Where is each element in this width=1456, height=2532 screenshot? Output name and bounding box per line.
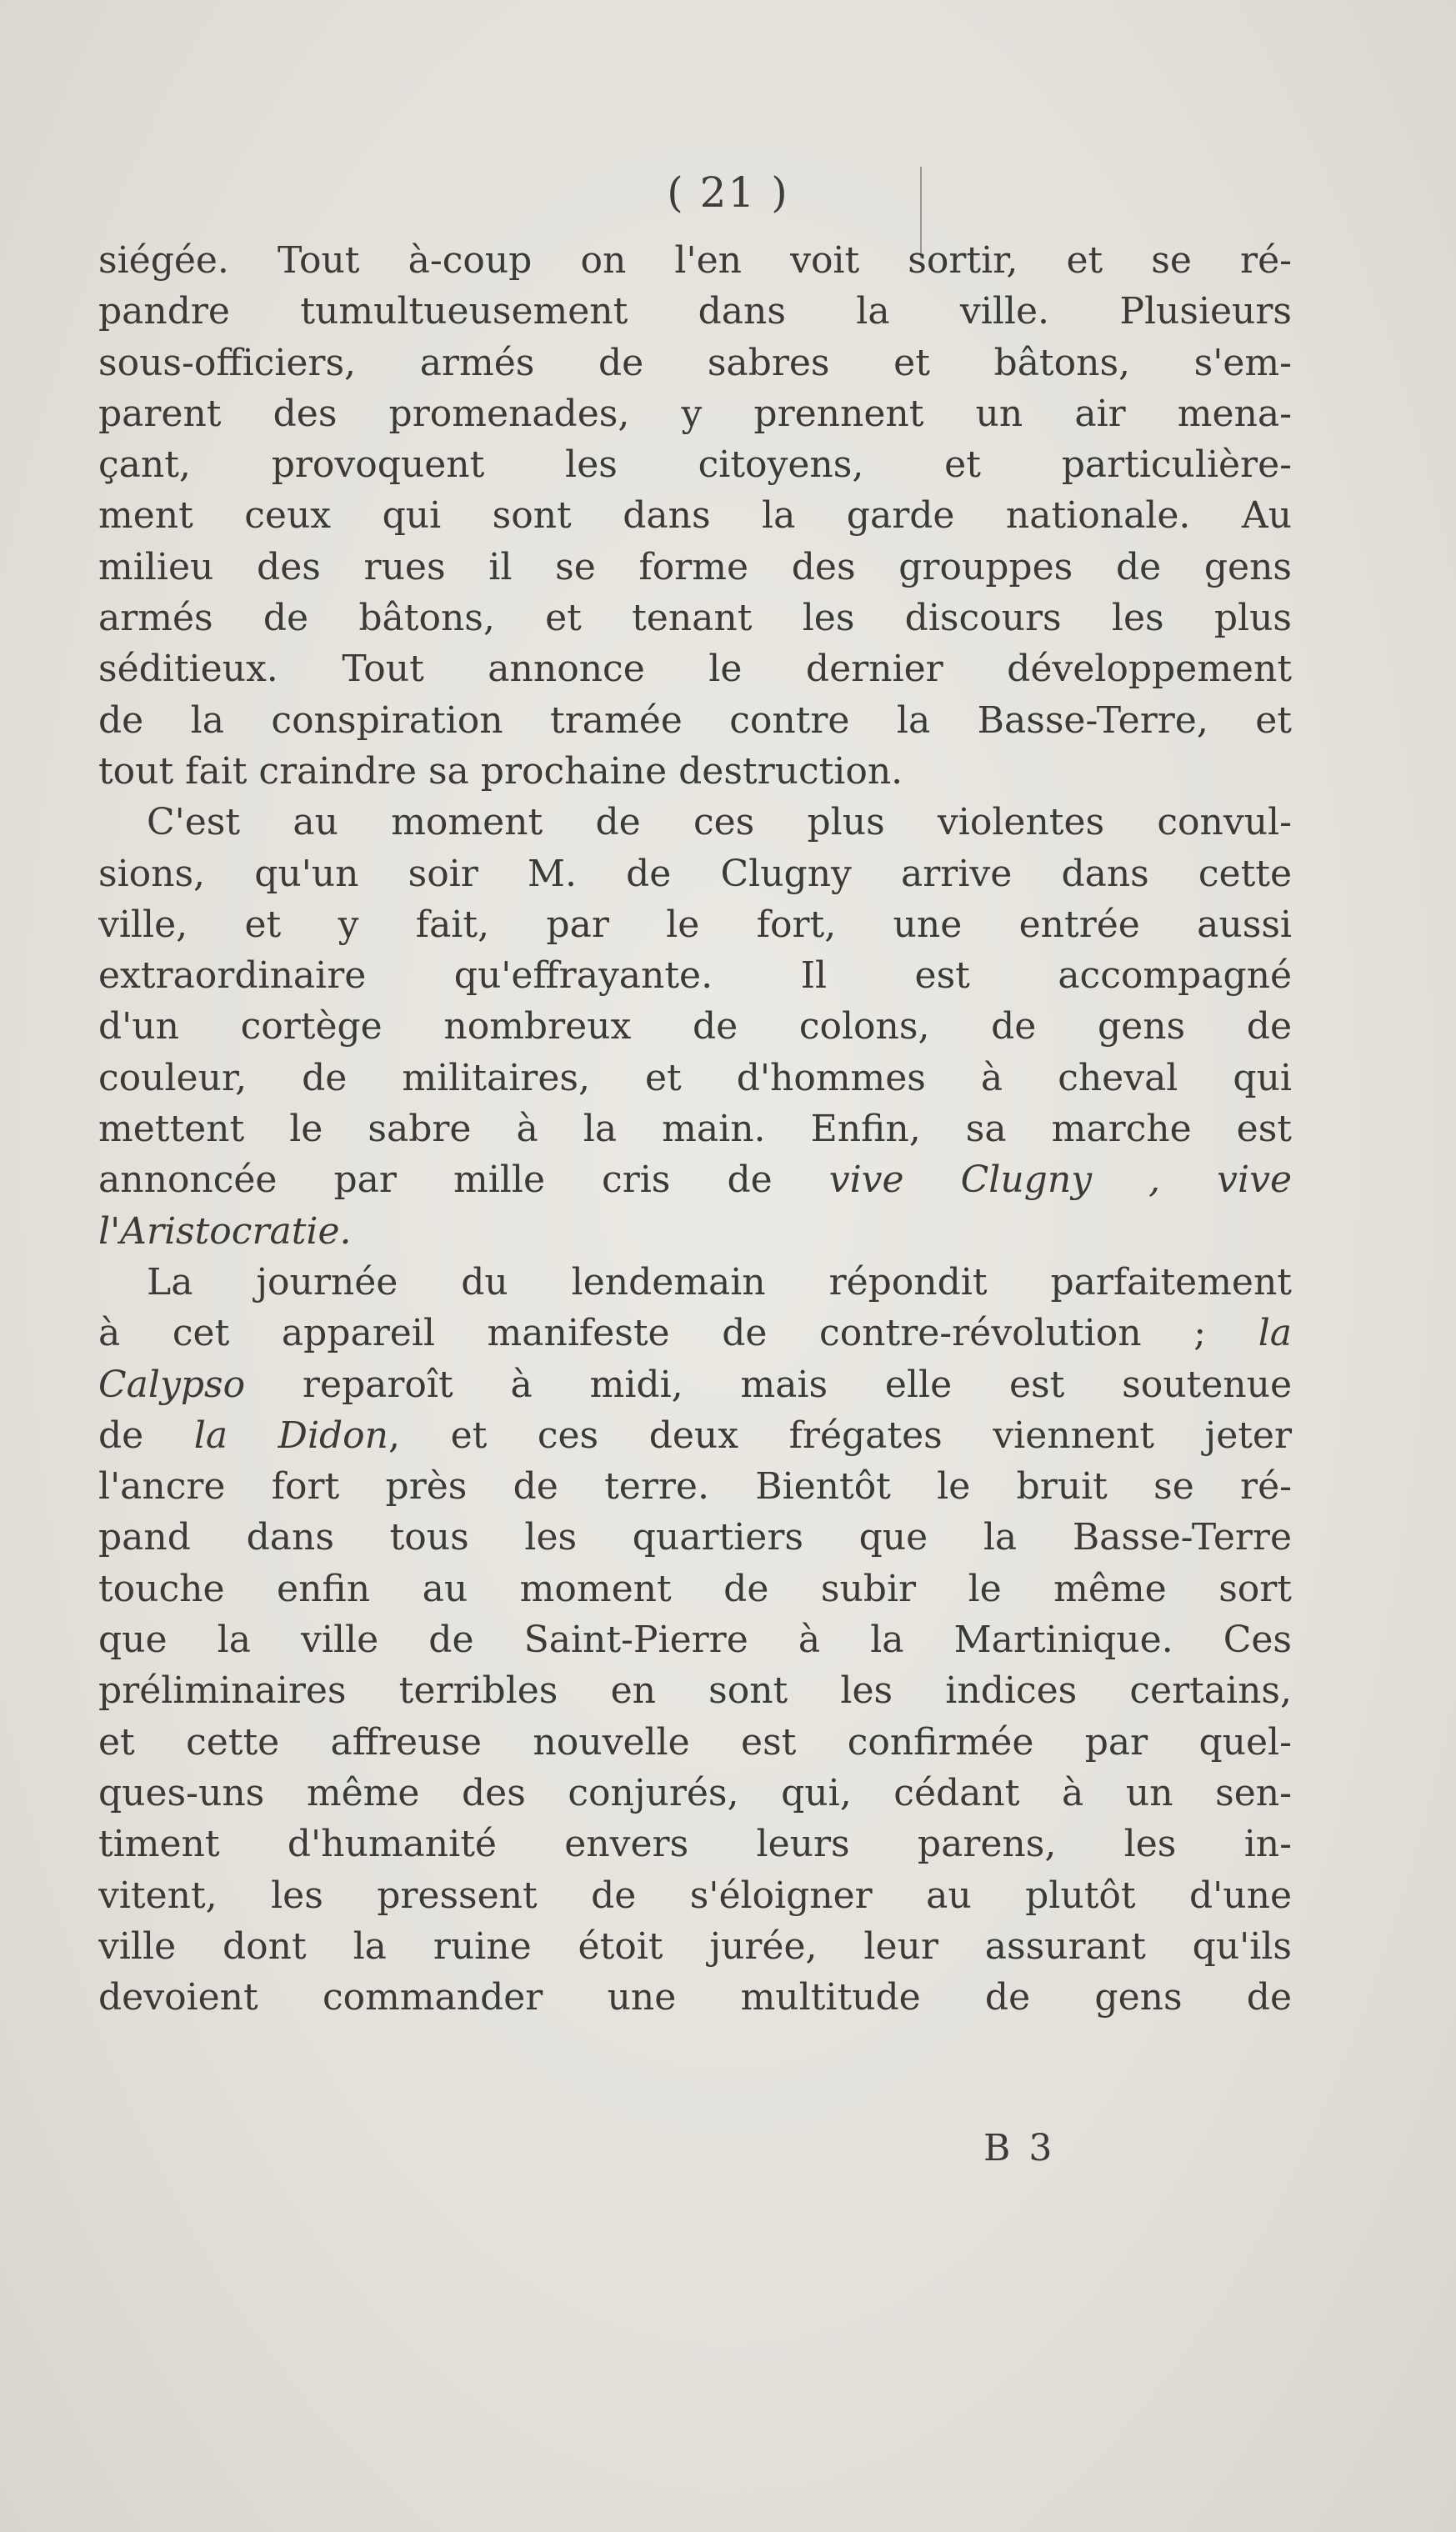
text-line: siégée. Tout à-coup on l'en voit sortir, et se ré- xyxy=(98,239,1292,282)
text-line: de la conspiration tramée contre la Basse-Terre, et xyxy=(98,698,1292,742)
text-segment: reparoît à midi, mais elle est soutenue xyxy=(245,1363,1292,1406)
text-line: C'est au moment de ces plus violentes convul- xyxy=(147,801,1292,844)
text-line xyxy=(98,1410,1292,1461)
text-line: La journée du lendemain répondit parfaitement xyxy=(147,1260,1292,1304)
printer-signature-mark: B 3 xyxy=(983,2127,1056,2169)
text-line: pandre tumultueusement dans la ville. Plusieurs xyxy=(98,290,1292,333)
text-line: ques-uns même des conjurés, qui, cédant à un sen- xyxy=(98,1771,1292,1814)
text-line: ment ceux qui sont dans la garde nationale. Au xyxy=(98,494,1292,538)
text-line: tout fait craindre sa prochaine destruction. xyxy=(98,749,903,793)
text-line: préliminaires terribles en sont les indices certains, xyxy=(98,1669,1292,1713)
text-line: et cette affreuse nouvelle est confirmée par quel- xyxy=(98,1720,1292,1764)
text-line: milieu des rues il se forme des grouppes de gens xyxy=(98,545,1292,588)
text-line: parent des promenades, y prennent un air mena- xyxy=(98,392,1292,435)
text-line xyxy=(98,1206,1292,1257)
text-line: d'un cortège nombreux de colons, de gens de xyxy=(98,1005,1292,1048)
text-line: couleur, de militaires, et d'hommes à cheval qui xyxy=(98,1056,1292,1099)
text-line xyxy=(98,1154,1292,1205)
text-line: pand dans tous les quartiers que la Basse-Terre xyxy=(98,1516,1292,1559)
text-segment: , et ces deux frégates viennent jeter xyxy=(388,1414,1292,1457)
page-number: ( 21 ) xyxy=(667,168,789,217)
text-line: touche enfin au moment de subir le même sort xyxy=(98,1567,1292,1610)
text-segment: à cet appareil manifeste de contre-révolution ; xyxy=(98,1312,1258,1355)
body-text xyxy=(98,235,1292,2023)
text-line: l'ancre fort près de terre. Bientôt le bruit se ré- xyxy=(98,1465,1292,1509)
text-line: devoient commander une multitude de gens de xyxy=(98,1976,1292,2019)
text-line: sions, qu'un soir M. de Clugny arrive dans cette xyxy=(98,852,1292,895)
italic-segment: la xyxy=(1258,1312,1292,1355)
italic-segment: la Didon xyxy=(193,1414,389,1457)
text-line: çant, provoquent les citoyens, et particulière- xyxy=(98,443,1292,487)
text-segment: annoncée par mille cris de xyxy=(98,1158,829,1202)
text-line: vitent, les pressent de s'éloigner au plutôt d'une xyxy=(98,1874,1292,1917)
text-line: que la ville de Saint-Pierre à la Martinique. Ces xyxy=(98,1619,1292,1662)
italic-segment: Calypso xyxy=(98,1363,246,1406)
text-segment: de xyxy=(98,1414,194,1457)
text-line: timent d'humanité envers leurs parens, les in- xyxy=(98,1823,1292,1866)
text-line xyxy=(98,1359,1292,1410)
text-line: mettent le sabre à la main. Enfin, sa marche est xyxy=(98,1108,1292,1151)
text-line: séditieux. Tout annonce le dernier développement xyxy=(98,648,1292,691)
text-line: extraordinaire qu'effrayante. Il est accompagné xyxy=(98,954,1292,998)
text-line: sous-officiers, armés de sabres et bâtons, s'em- xyxy=(98,341,1292,384)
text-line: ville, et y fait, par le fort, une entrée aussi xyxy=(98,903,1292,946)
italic-segment: l'Aristocratie. xyxy=(98,1209,352,1253)
text-line: ville dont la ruine étoit jurée, leur assurant qu'ils xyxy=(98,1924,1292,1968)
text-line xyxy=(98,1308,1292,1359)
text-line: armés de bâtons, et tenant les discours les plus xyxy=(98,597,1292,640)
italic-segment: vive Clugny , vive xyxy=(828,1158,1292,1202)
